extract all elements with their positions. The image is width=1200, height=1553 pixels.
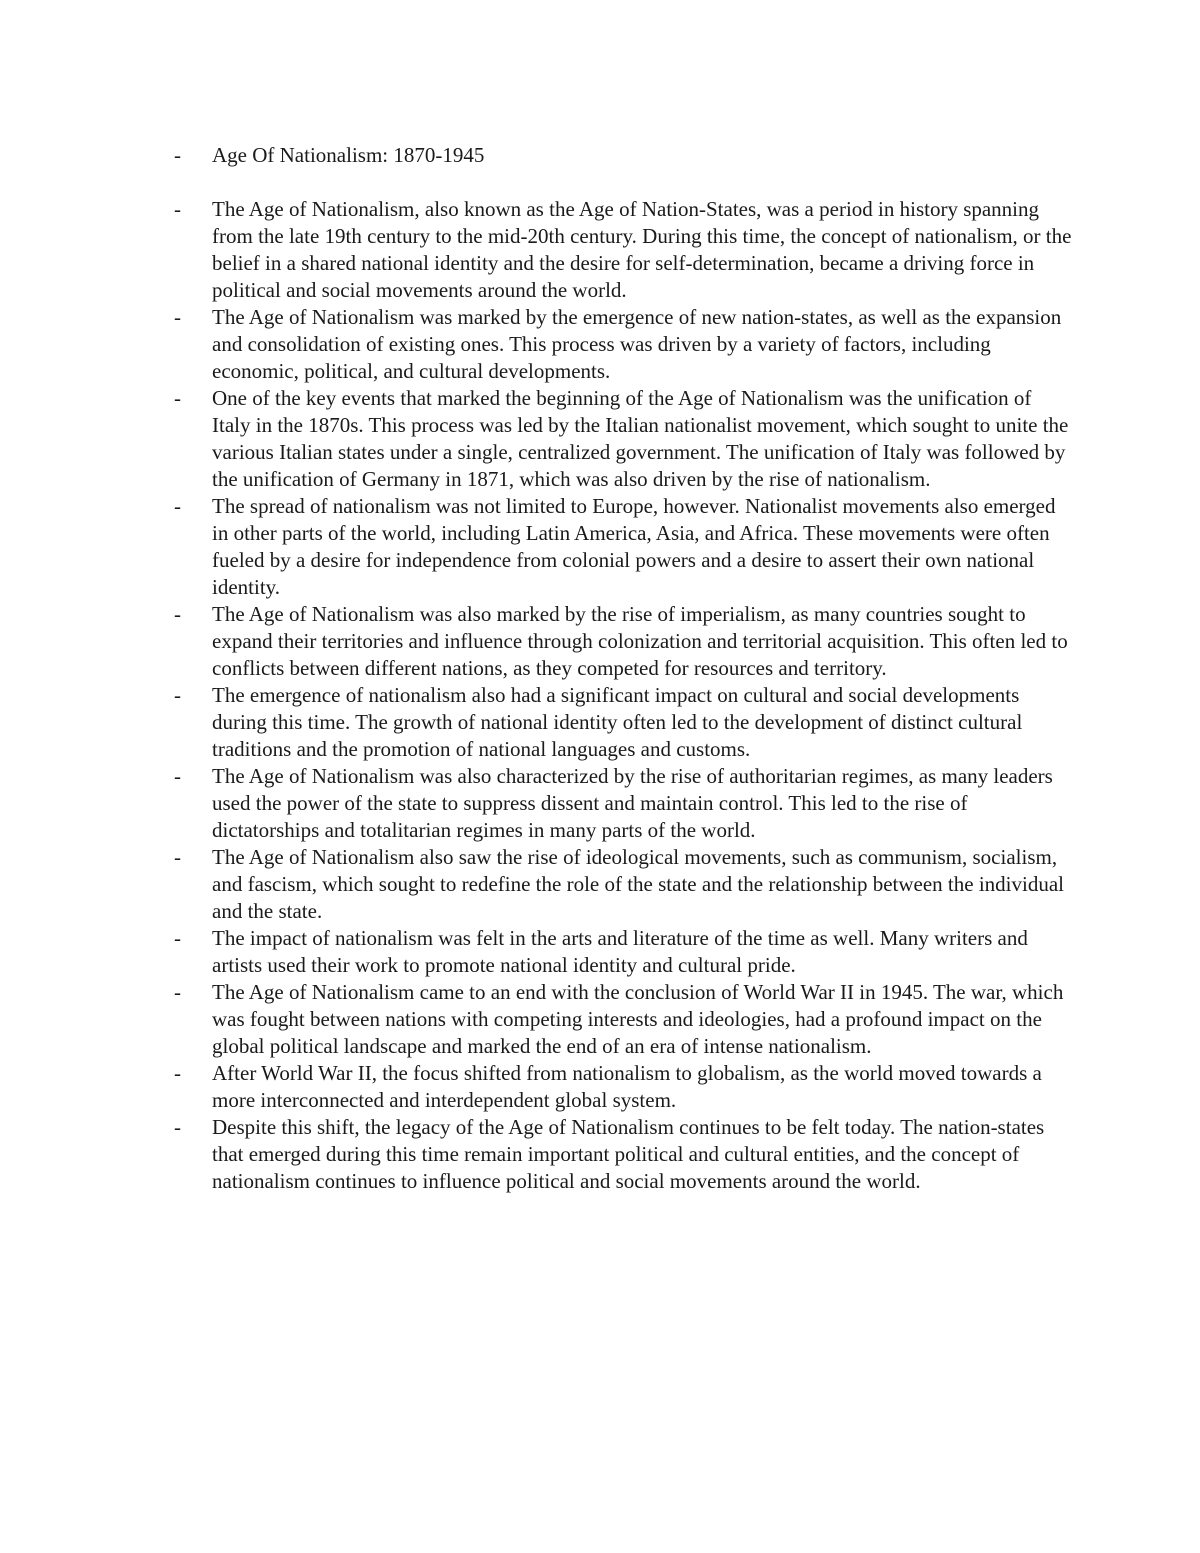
bullet-dash: - bbox=[174, 143, 181, 167]
list-item-text: The Age of Nationalism came to an end with the conclusion of World War II in 1945. The war, which was fought between nations with competing interests and ideologies, had a profound impact on the global political landscape and marked the end of an era of intense nationalism. bbox=[212, 980, 1064, 1058]
list-item-text: The Age of Nationalism, also known as the Age of Nation-States, was a period in history spanning from the late 19th century to the mid-20th century. During this time, the concept of nationalism, or the belief in a shared national identity and the desire for self-determination, became a driving force in political and social movements around the world. bbox=[212, 197, 1072, 302]
list-item bbox=[172, 844, 1072, 925]
list-item bbox=[172, 979, 1072, 1060]
document-title: Age Of Nationalism: 1870-1945 bbox=[212, 143, 485, 167]
bullet-dash: - bbox=[174, 197, 181, 221]
list-item-text: The emergence of nationalism also had a significant impact on cultural and social developments during this time. The growth of national identity often led to the development of distinct cultural traditions and the promotion of national languages and customs. bbox=[212, 683, 1023, 761]
list-item bbox=[172, 385, 1072, 493]
list-item-text: Despite this shift, the legacy of the Age of Nationalism continues to be felt today. The nation-states that emerged during this time remain important political and cultural entities, and the concept of nationalism continues to influence political and social movements around the world. bbox=[212, 1115, 1045, 1193]
list-item bbox=[172, 601, 1072, 682]
list-item bbox=[172, 682, 1072, 763]
bullet-dash: - bbox=[174, 305, 181, 329]
bullet-dash: - bbox=[174, 494, 181, 518]
bullet-dash: - bbox=[174, 980, 181, 1004]
bullet-dash: - bbox=[174, 845, 181, 869]
list-item bbox=[172, 304, 1072, 385]
list-item bbox=[172, 763, 1072, 844]
list-item-text: One of the key events that marked the beginning of the Age of Nationalism was the unification of Italy in the 1870s. This process was led by the Italian nationalist movement, which sought to unite the various Italian states under a single, centralized government. The unification of Italy was followed by the unification of Germany in 1871, which was also driven by the rise of nationalism. bbox=[212, 386, 1069, 491]
bullet-dash: - bbox=[174, 602, 181, 626]
list-item-text: The Age of Nationalism was marked by the emergence of new nation-states, as well as the expansion and consolidation of existing ones. This process was driven by a variety of factors, including economic, political, and cultural developments. bbox=[212, 305, 1062, 383]
list-item bbox=[172, 493, 1072, 601]
list-item-text: The impact of nationalism was felt in the arts and literature of the time as well. Many writers and artists used their work to promote national identity and cultural pride. bbox=[212, 926, 1028, 977]
list-item-text: The Age of Nationalism also saw the rise of ideological movements, such as communism, socialism, and fascism, which sought to redefine the role of the state and the relationship between the individual and the state. bbox=[212, 845, 1064, 923]
bullet-dash: - bbox=[174, 1115, 181, 1139]
bullet-list bbox=[172, 142, 1072, 1195]
list-item-text: The spread of nationalism was not limited to Europe, however. Nationalist movements also emerged in other parts of the world, including Latin America, Asia, and Africa. These movements were often fueled by a desire for independence from colonial powers and a desire to assert their own national identity. bbox=[212, 494, 1056, 599]
list-item bbox=[172, 1114, 1072, 1195]
document-title-item bbox=[172, 142, 1072, 169]
list-item-text: After World War II, the focus shifted from nationalism to globalism, as the world moved towards a more interconnected and interdependent global system. bbox=[212, 1061, 1042, 1112]
bullet-dash: - bbox=[174, 926, 181, 950]
bullet-dash: - bbox=[174, 1061, 181, 1085]
list-item-text: The Age of Nationalism was also marked by the rise of imperialism, as many countries sought to expand their territories and influence through colonization and territorial acquisition. This often led to conflicts between different nations, as they competed for resources and territory. bbox=[212, 602, 1068, 680]
bullet-dash: - bbox=[174, 386, 181, 410]
bullet-dash: - bbox=[174, 764, 181, 788]
list-item bbox=[172, 1060, 1072, 1114]
list-item bbox=[172, 925, 1072, 979]
bullet-dash: - bbox=[174, 683, 181, 707]
list-item-text: The Age of Nationalism was also characterized by the rise of authoritarian regimes, as many leaders used the power of the state to suppress dissent and maintain control. This led to the rise of dictatorships and totalitarian regimes in many parts of the world. bbox=[212, 764, 1053, 842]
list-item bbox=[172, 196, 1072, 304]
